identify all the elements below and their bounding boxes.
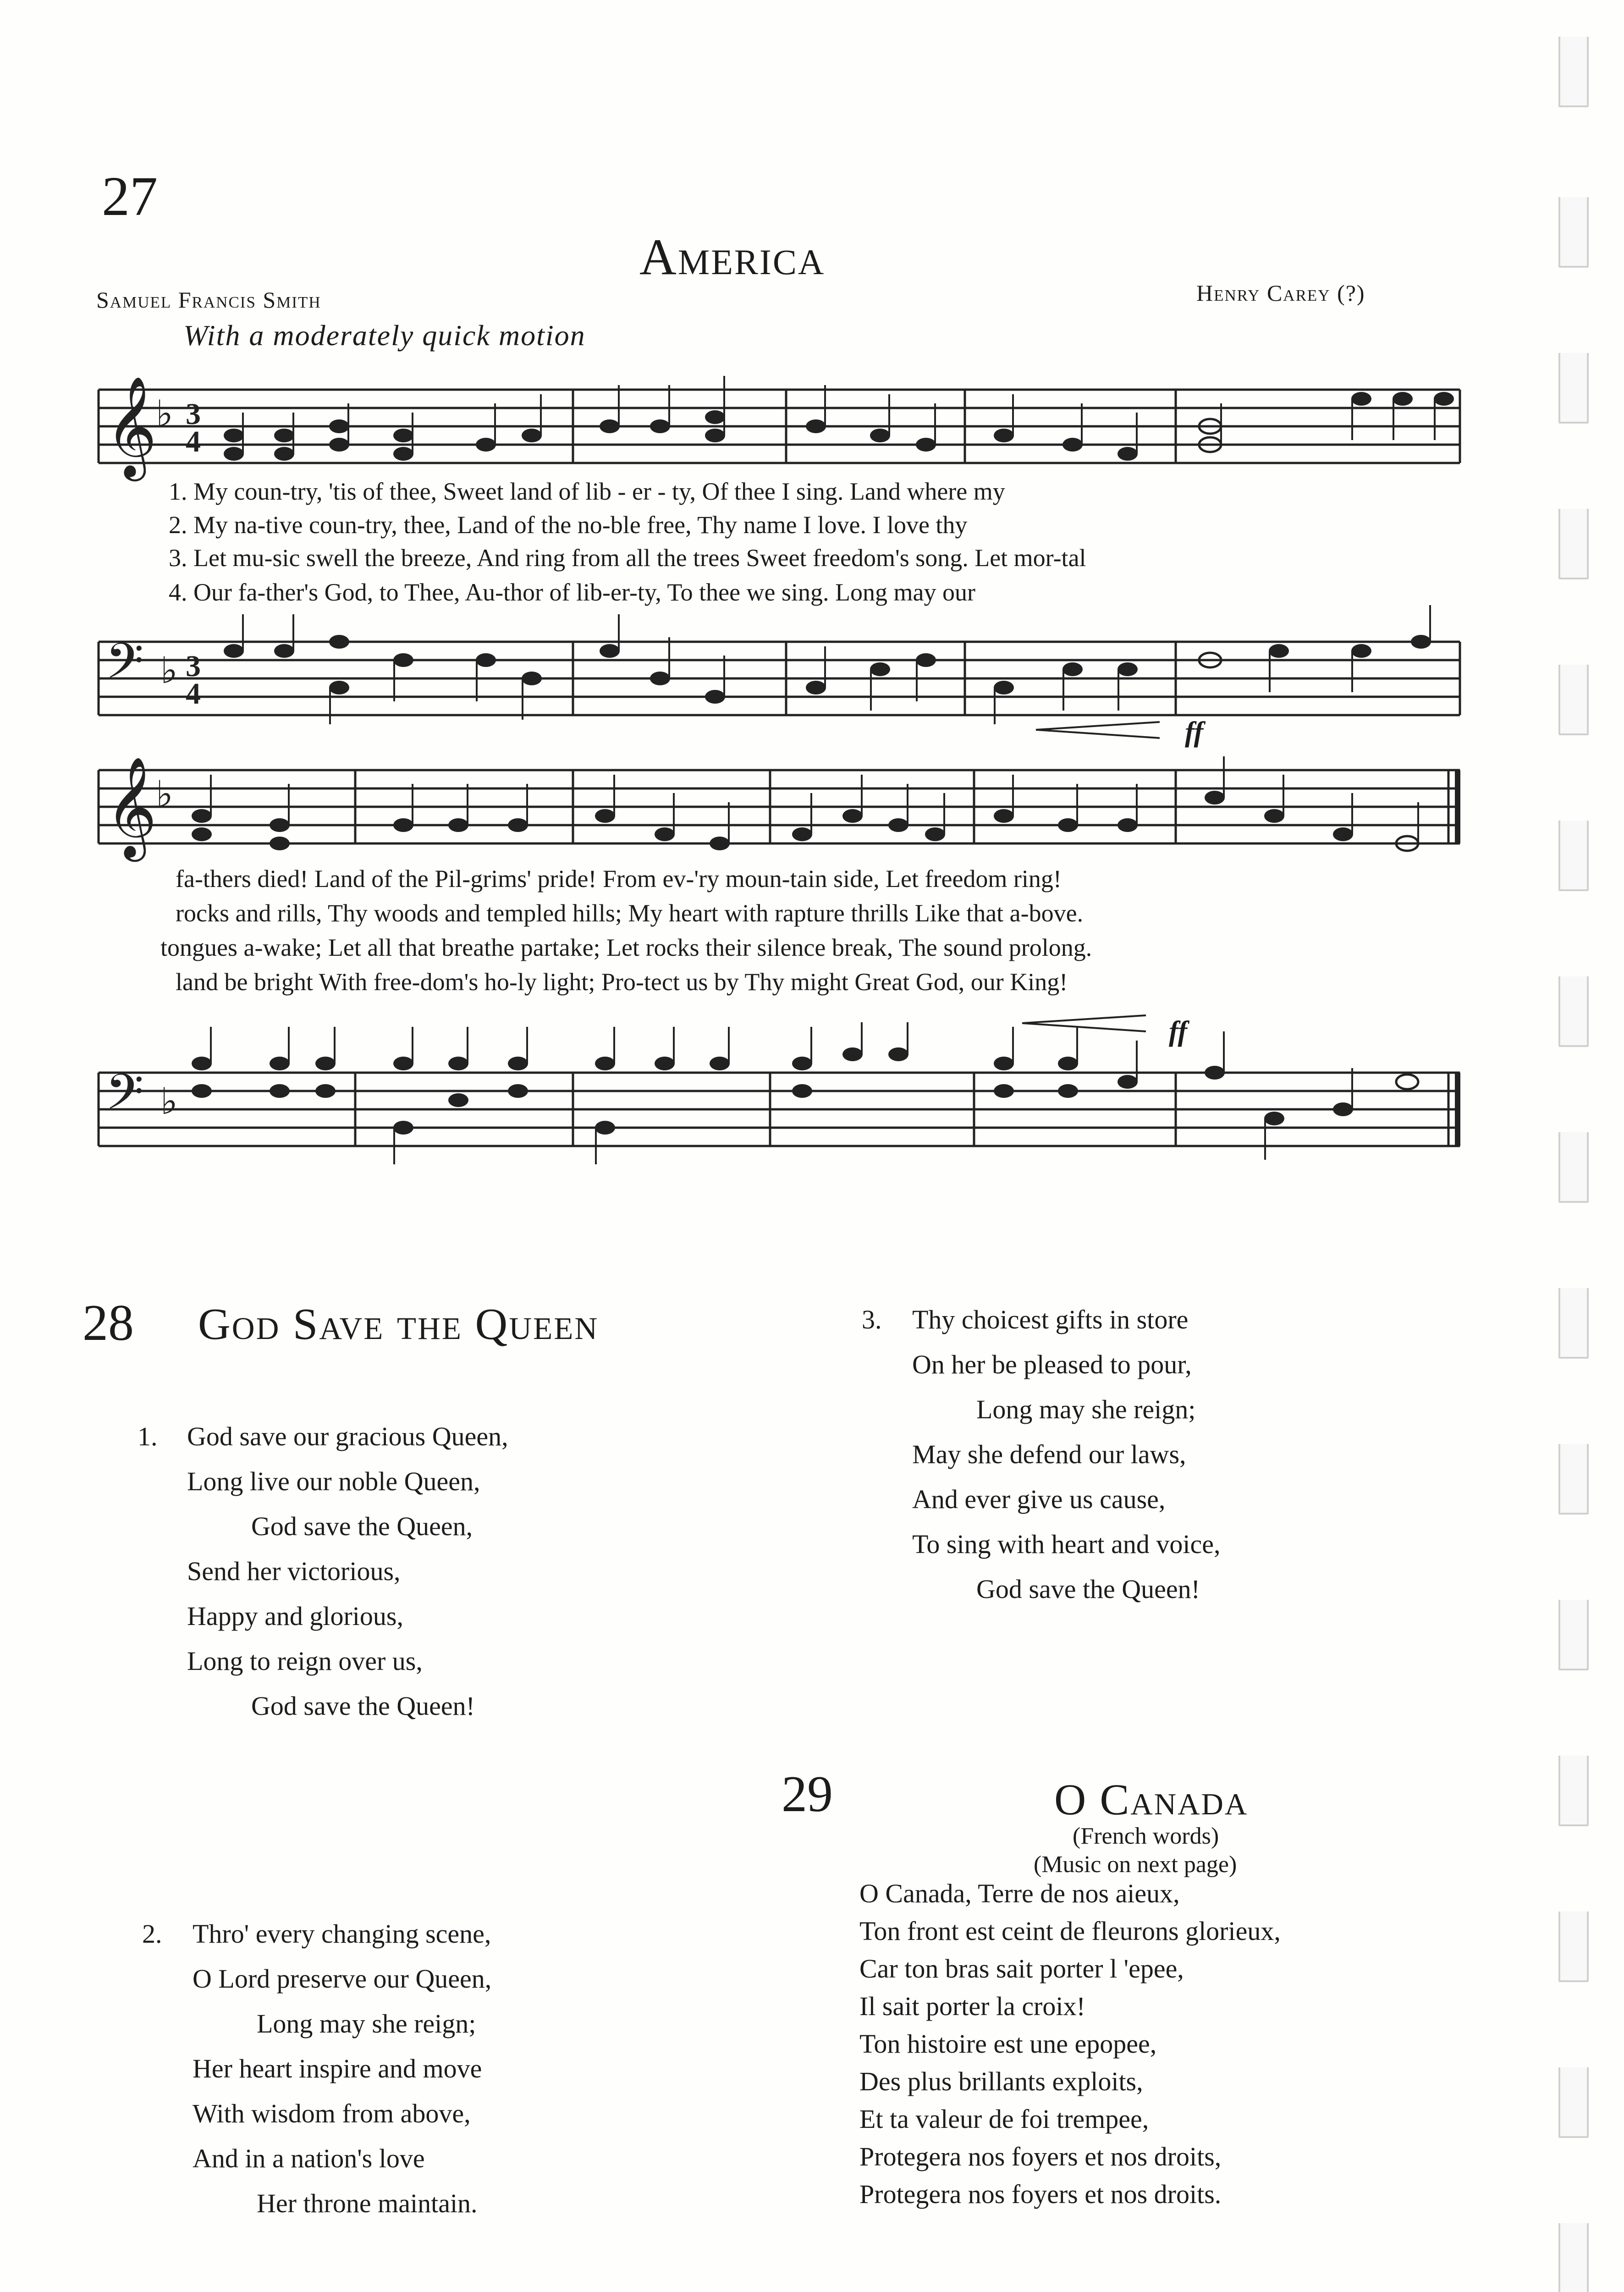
hymn-27-tempo: With a moderately quick motion [183,319,586,352]
hymn-27-system-2-verse-1: fa-thers died! Land of the Pil-grims' pride! From ev-'ry moun-tain side, Let freedom ring! [176,865,1062,893]
hymn-28-verse-1 [187,1414,508,1729]
binder-hole [1558,1132,1589,1203]
hymn-27-title: America [639,229,826,286]
verse-line: Send her victorious, [187,1556,401,1586]
verse-line: Il sait porter la croix! [859,1991,1085,2021]
verse-line: To sing with heart and voice, [912,1529,1221,1559]
music-system-2-treble-staff [92,752,1467,862]
hymn-27-system-2-verse-2: rocks and rills, Thy woods and templed hills; My heart with rapture thrills Like that a-bove. [176,899,1084,927]
hymn-28-verse-2 [193,1912,491,2226]
binder-hole [1558,353,1589,424]
svg-text:3: 3 [186,650,201,683]
svg-text:4: 4 [186,425,201,458]
hymn-27-lyricist: Samuel Francis Smith [96,287,321,313]
binder-hole [1558,197,1589,268]
music-system-1-treble-staff [92,362,1467,481]
hymn-28-verse-1-number: 1. [138,1421,158,1451]
binder-hole [1558,665,1589,735]
verse-line: O Lord preserve our Queen, [193,1964,492,1994]
binder-hole [1558,1756,1589,1826]
binder-hole [1558,1912,1589,1982]
hymn-27-system-1-verse-3: 3. Let mu-sic swell the breeze, And ring from all the trees Sweet freedom's song. Let mor-tal [169,544,1086,572]
svg-text:𝄞: 𝄞 [105,756,157,857]
hymn-27-dynamic-ff-bass: ff [1169,1016,1188,1047]
svg-text:𝄢: 𝄢 [105,632,144,702]
hymn-29-subtitle-music-next-page: (Music on next page) [1034,1851,1237,1878]
svg-text:4: 4 [186,677,201,711]
hymn-27-system-2-verse-4: land be bright With free-dom's ho-ly light; Pro-tect us by Thy might Great God, our King! [176,968,1068,996]
binder-hole [1558,1444,1589,1515]
hymn-29-lyrics [859,1875,1281,2213]
hymn-27-dynamic-ff-system-2: ff [1185,716,1204,748]
verse-line: With wisdom from above, [193,2099,471,2128]
verse-line: Et ta valeur de foi trempee, [859,2104,1149,2134]
verse-line: God save the Queen! [251,1691,475,1721]
binder-hole [1558,2067,1589,2138]
verse-line: Long may she reign; [257,2009,476,2039]
hymn-29-subtitle-french-words: (French words) [1073,1823,1219,1849]
svg-text:𝄢: 𝄢 [105,1063,144,1133]
hymn-28-number: 28 [83,1295,134,1351]
hymn-28-verse-2-number: 2. [142,1919,162,1949]
svg-text:♭: ♭ [156,775,173,815]
verse-line: Her heart inspire and move [193,2054,482,2083]
verse-line: Des plus brillants exploits, [859,2066,1143,2096]
hymn-27-system-1-verse-2: 2. My na-tive coun-try, thee, Land of the no-ble free, Thy name I love. I love thy [169,511,968,539]
binder-hole [1558,1600,1589,1670]
verse-line: Protegera nos foyers et nos droits, [859,2142,1222,2171]
hymn-27-system-2-verse-3: tongues a-wake; Let all that breathe partake; Let rocks their silence break, The sound prolong. [160,934,1092,961]
verse-line: Long live our noble Queen, [187,1466,480,1496]
verse-line: Ton histoire est une epopee, [859,2029,1157,2059]
hymn-27-number: 27 [102,165,158,227]
hymn-28-title: God Save the Queen [198,1300,599,1349]
hymn-27-system-1-verse-1: 1. My coun-try, 'tis of thee, Sweet land of lib - er - ty, Of thee I sing. Land where my [169,478,1005,505]
verse-line: Car ton bras sait porter l 'epee, [859,1954,1184,1983]
verse-line: Thy choicest gifts in store [912,1305,1189,1334]
verse-line: Long to reign over us, [187,1646,423,1676]
hymn-27-composer: Henry Carey (?) [1196,280,1365,306]
binder-hole [1558,976,1589,1047]
verse-line: Protegera nos foyers et nos droits. [859,2179,1222,2209]
verse-line: Happy and glorious, [187,1601,403,1631]
verse-line: Ton front est ceint de fleurons glorieux, [859,1916,1281,1946]
verse-line: And in a nation's love [193,2143,425,2173]
hymn-29-number: 29 [782,1766,833,1823]
verse-line: Long may she reign; [976,1394,1196,1424]
hymn-28-verse-3 [912,1297,1220,1612]
crescendo-hairpin-system-2 [1031,720,1169,743]
svg-text:♭: ♭ [160,651,178,691]
svg-text:♭: ♭ [156,394,173,435]
music-system-2-bass-staff [92,1031,1467,1151]
verse-line: Her throne maintain. [257,2188,478,2218]
verse-line: God save the Queen, [251,1511,473,1541]
binder-hole [1558,821,1589,891]
binder-hole [1558,509,1589,579]
verse-line: On her be pleased to pour, [912,1350,1192,1379]
hymn-28-verse-3-number: 3. [862,1305,882,1334]
svg-text:♭: ♭ [160,1082,178,1122]
svg-text:3: 3 [186,397,201,431]
verse-line: And ever give us cause, [912,1484,1166,1514]
verse-line: O Canada, Terre de nos aieux, [859,1879,1180,1908]
verse-line: God save the Queen! [976,1574,1200,1604]
binder-hole [1558,37,1589,107]
music-system-1-bass-staff [92,610,1467,729]
svg-text:𝄞: 𝄞 [105,375,157,477]
hymn-27-system-1-verse-4: 4. Our fa-ther's God, to Thee, Au-thor of lib-er-ty, To thee we sing. Long may our [169,579,975,606]
binder-hole [1558,1288,1589,1359]
hymn-29-title: O Canada [1054,1775,1249,1824]
verse-line: Thro' every changing scene, [193,1919,491,1949]
binder-hole [1558,2223,1589,2292]
verse-line: God save our gracious Queen, [187,1421,508,1451]
verse-line: May she defend our laws, [912,1439,1186,1469]
